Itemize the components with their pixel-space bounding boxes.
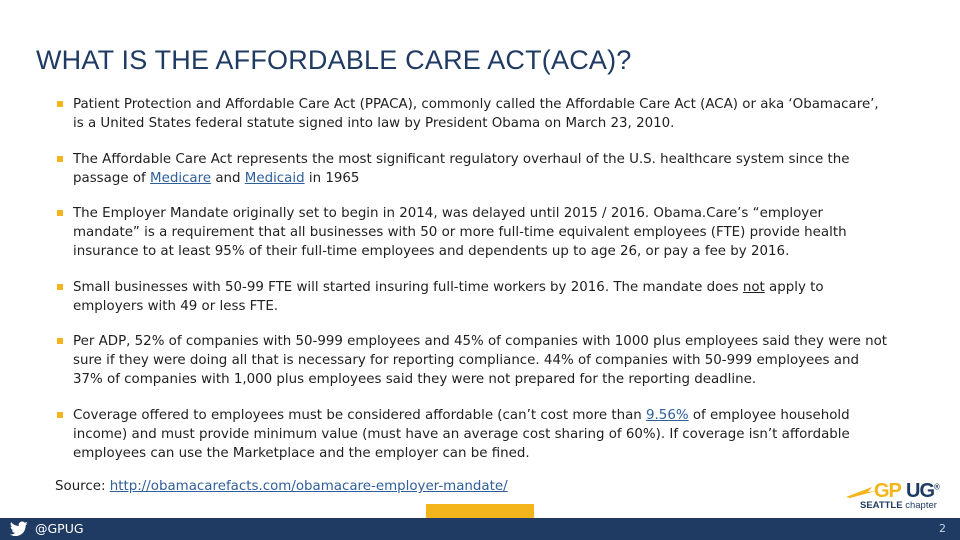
twitter-icon (10, 521, 28, 537)
slide-title: WHAT IS THE AFFORDABLE CARE ACT(ACA)? (36, 45, 632, 75)
inline-link[interactable]: Medicare (150, 170, 212, 186)
gpug-logo (846, 480, 952, 514)
square-bullet-icon (57, 338, 63, 344)
bullet-text (73, 280, 824, 314)
bullet-text (73, 97, 879, 131)
bullet-text (73, 334, 887, 387)
page-number: 2 (939, 522, 946, 535)
inline-link[interactable]: Medicaid (244, 170, 305, 186)
logo-swoosh-icon (846, 486, 876, 498)
inline-link[interactable]: 9.56% (646, 407, 689, 423)
bullet-item (56, 150, 888, 188)
logo-subtitle: SEATTLE chapter (860, 500, 937, 511)
bullet-text (73, 206, 847, 259)
bullet-item (56, 95, 888, 133)
bullet-text (73, 152, 850, 186)
bullet-text (73, 408, 850, 461)
source-label: Source: (55, 479, 110, 494)
bullet-item (56, 204, 888, 261)
text-segment: Coverage offered to employees must be considered affordable (can’t cost more than (73, 407, 647, 423)
bullet-item (56, 332, 888, 389)
bullet-item (56, 406, 888, 463)
twitter-handle: @GPUG (35, 521, 84, 536)
footer-bar (0, 518, 960, 540)
bullet-list (56, 95, 888, 479)
square-bullet-icon (57, 210, 63, 216)
text-segment: The Affordable Care Act represents the most significant regulatory overhaul of the U.S. healthcare system since the passage of (73, 151, 850, 186)
square-bullet-icon (57, 156, 63, 162)
text-segment: The Employer Mandate originally set to begin in 2014, was delayed until 2015 / 2016. Obama.Care’s “employer mandate” is a requirement that all businesses with 50 or more full-time equivalent employees (FTE) provide health insurance to at least 95% of their full-time employees and dependents up to age 26, or pay a fee by 2016. (73, 206, 847, 259)
source-link[interactable]: http://obamacarefacts.com/obamacare-employer-mandate/ (109, 479, 508, 494)
logo-ug: UG® (906, 480, 939, 502)
source-line (55, 479, 508, 494)
square-bullet-icon (57, 412, 63, 418)
logo-gp: GP (874, 480, 901, 502)
text-segment: in 1965 (304, 170, 360, 186)
bullet-item (56, 278, 888, 316)
text-segment: and (211, 170, 245, 186)
text-segment: Patient Protection and Affordable Care Act (PPACA), commonly called the Affordable Care Act (ACA) or aka ‘Obamacare’, is a United States federal statute signed into law by President Obama on March 23, 2010. (73, 97, 879, 131)
text-segment: Per ADP, 52% of companies with 50-999 employees and 45% of companies with 1000 plus employees said they were not sure if they were doing all that is necessary for reporting compliance. 44% of companies with 50-999 employees and 37% of companies with 1,000 plus employees said they were not prepared for the reporting deadline. (73, 334, 888, 387)
text-segment: apply to employers with 49 or less FTE. (73, 279, 824, 314)
square-bullet-icon (57, 101, 63, 107)
text-segment: of employee household income) and must provide minimum value (must have an average cost sharing of 60%). If coverage isn’t affordable employees can use the Marketplace and the employer can be fined. (73, 407, 850, 461)
emphasis-text: not (742, 279, 765, 295)
text-segment: Small businesses with 50-99 FTE will started insuring full-time workers by 2016. The mandate does (73, 279, 743, 295)
square-bullet-icon (57, 284, 63, 290)
